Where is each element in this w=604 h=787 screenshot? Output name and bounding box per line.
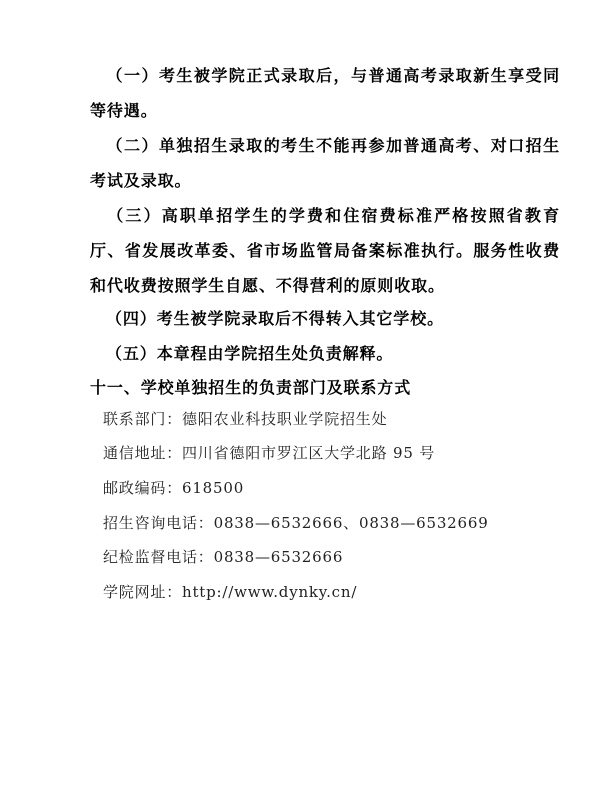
contact-department: 联系部门：德阳农业科技职业学院招生处 xyxy=(103,410,388,428)
paragraph-text: （一）考生被学院正式录取后，与普通高考录取新生享受同等待遇。 xyxy=(90,66,560,120)
contact-postcode: 邮政编码：618500 xyxy=(103,479,245,497)
paragraph-no-other-exam xyxy=(90,128,560,198)
paragraph-text: （三）高职单招学生的学费和住宿费标准严格按照省教育厅、省发展改革委、省市场监管局备案标准执行。服务性收费和代收费按照学生自愿、不得营利的原则收取。 xyxy=(90,206,560,295)
paragraph-tuition-fees xyxy=(90,198,560,303)
section-heading-contacts: 十一、学校单独招生的负责部门及联系方式 xyxy=(90,378,412,397)
paragraph-interpretation xyxy=(90,336,560,371)
contact-address: 通信地址：四川省德阳市罗江区大学北路 95 号 xyxy=(103,444,436,462)
contact-supervision-phone: 纪检监督电话：0838—6532666 xyxy=(103,548,344,566)
contact-admission-phone: 招生咨询电话：0838—6532666、0838—6532669 xyxy=(103,514,489,532)
paragraph-enrollment-equal-treatment xyxy=(90,58,560,128)
paragraph-text: （四）考生被学院录取后不得转入其它学校。 xyxy=(106,309,445,328)
contact-website: 学院网址：http://www.dynky.cn/ xyxy=(103,583,358,601)
paragraph-text: （五）本章程由学院招生处负责解释。 xyxy=(106,344,394,363)
paragraph-no-transfer xyxy=(90,301,560,336)
paragraph-text: （二）单独招生录取的考生不能再参加普通高考、对口招生考试及录取。 xyxy=(90,136,560,190)
